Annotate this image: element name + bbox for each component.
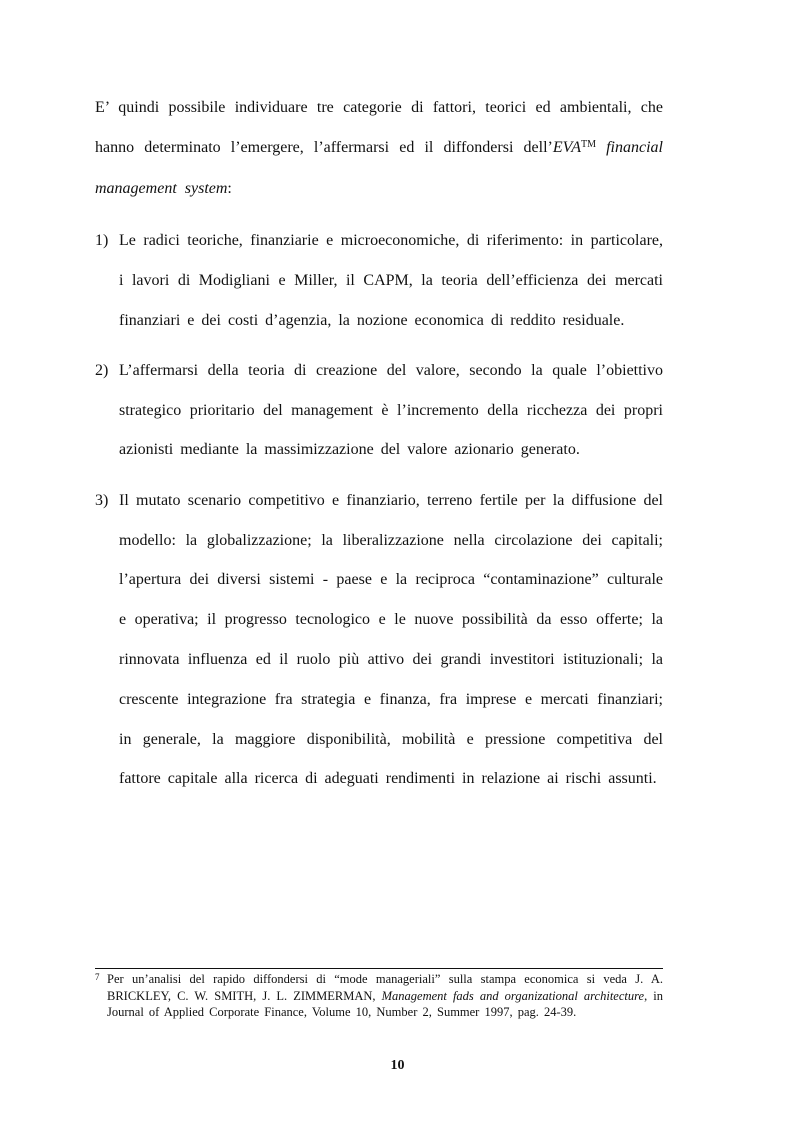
footnote [95, 971, 663, 1021]
intro-paragraph [95, 88, 663, 209]
list-item-number: 3) [95, 491, 109, 509]
list-item-text: L’affermarsi della teoria di creazione del valore, secondo la quale l’obiettivo strategico prioritario del management è l’incremento della ricchezza dei propri azionisti mediante la massimizzazione del valore azionario generato. [119, 361, 663, 459]
footnote-number: 7 [95, 972, 100, 982]
list-item [95, 481, 663, 799]
list-item-number: 2) [95, 361, 109, 379]
footnote-italic-title: Management fads and organizational architecture [381, 988, 645, 1003]
list-item [95, 351, 663, 470]
page-number: 10 [390, 1058, 405, 1073]
list-item-text: Le radici teoriche, finanziarie e microeconomiche, di riferimento: in particolare, i lavori di Modigliani e Miller, il CAPM, la teoria dell’efficienza dei mercati finanziari e dei costi d’agenzia, la nozione economica di reddito residuale. [119, 232, 663, 329]
list-item-text: Il mutato scenario competitivo e finanziario, terreno fertile per la diffusione del modello: la globalizzazione; la liberalizzazione nella circolazione dei capitali; l’apertura dei diversi sistemi - paese e la reciproca “contaminazione” culturale e operativa; il progresso tecnologico e le nuove possibilità da esso offerte; la rinnovata influenza ed il ruolo più attivo dei grandi investitori istituzionali; la crescente integrazione fra strategia e finanza, fra imprese e mercati finanziari; in generale, la maggiore disponibilità, mobilità e pressione competitiva del fattore capitale alla ricerca di adeguati rendimenti in relazione ai rischi assunti. [119, 491, 663, 788]
list-item [95, 221, 663, 340]
footnote-citation: , in Journal of Applied Corporate Finance, Volume 10, Number 2, Summer 1997, pag. 24-39. [107, 988, 663, 1019]
intro-trademark: TM [580, 138, 596, 150]
intro-colon: : [227, 180, 232, 197]
intro-text: E’ quindi possibile individuare tre categorie di fattori, teorici ed ambientali, che hanno determinato l’emergere, l’affermarsi ed il diffondersi dell’ [95, 99, 663, 156]
footnote-divider [95, 968, 663, 969]
intro-eva: EVA [552, 138, 581, 156]
list-item-number: 1) [95, 232, 109, 249]
intro-italic-text: financial management system [95, 138, 663, 197]
factors-list [95, 221, 663, 799]
footnote-text: Per un’analisi del rapido diffondersi di “mode manageriali” sulla stampa economica si veda J. A. BRICKLEY, C. W. SMITH, J. L. ZIMMERMAN, [107, 972, 663, 1003]
